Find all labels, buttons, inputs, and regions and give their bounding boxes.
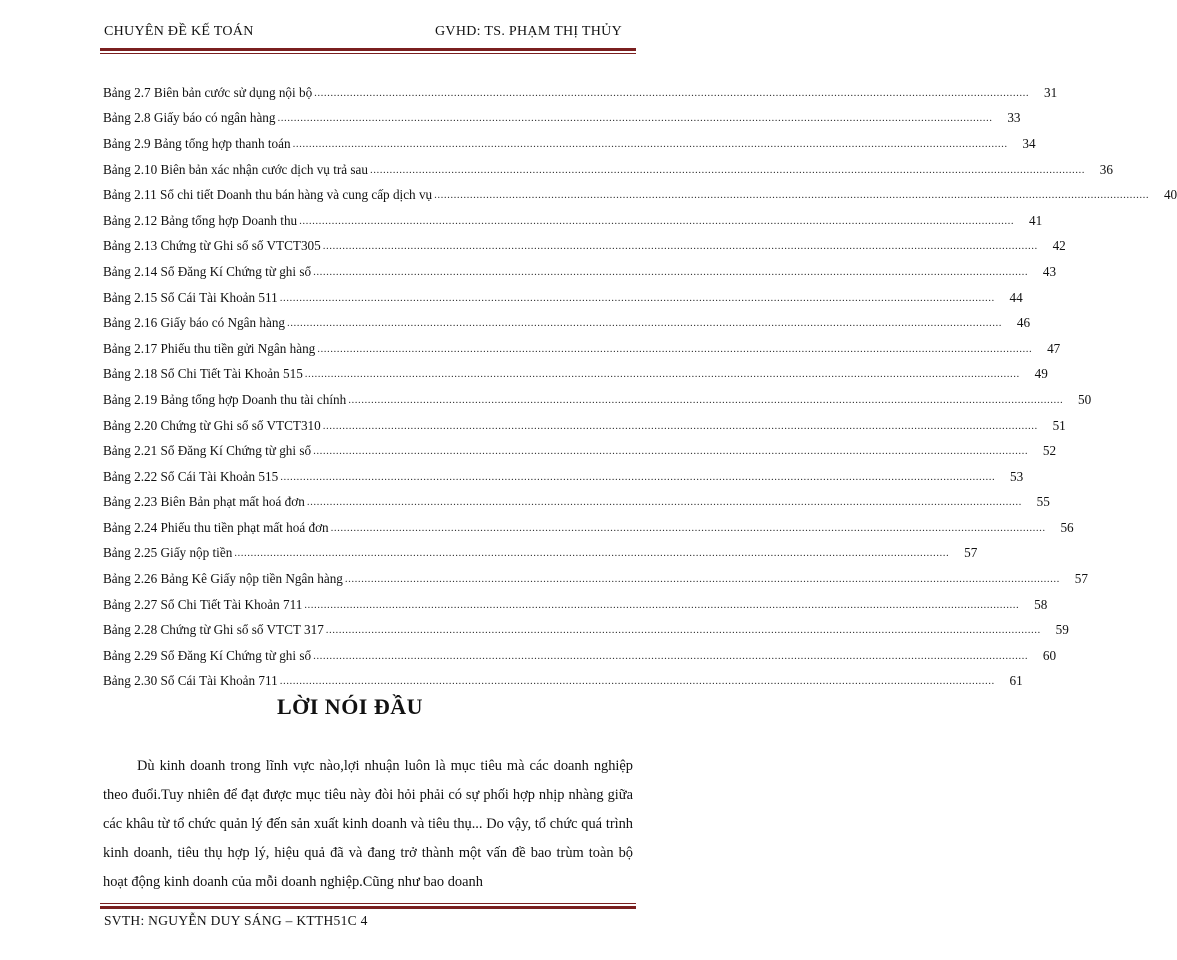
toc-entry — [103, 592, 1048, 618]
toc-dot-leader: ............................................................................................................................................................................................................................ — [304, 598, 1020, 611]
toc-entry — [103, 413, 1066, 439]
toc-entry-page: 47 — [1047, 340, 1061, 356]
header-rule-thin — [100, 53, 636, 54]
toc-entry — [103, 438, 1057, 464]
toc-entry-page: 49 — [1034, 366, 1048, 382]
toc-entry-page: 31 — [1043, 84, 1058, 100]
toc-dot-leader: ............................................................................................................................................................................................................................ — [313, 445, 1029, 458]
toc-entry-page: 36 — [1099, 161, 1113, 177]
toc-entry-label: Bảng 2.28 Chứng từ Ghi sổ số VTCT 317 — [103, 622, 324, 638]
toc-entry-label: Bảng 2.16 Giấy báo có Ngân hàng — [103, 315, 286, 331]
toc-entry-label: Bảng 2.11 Sổ chi tiết Doanh thu bán hàng và cung cấp dịch vụ — [103, 187, 433, 203]
toc-entry — [103, 541, 978, 567]
toc-entry-label: Bảng 2.17 Phiếu thu tiền gửi Ngân hàng — [103, 340, 316, 356]
toc-dot-leader: ............................................................................................................................................................................................................................ — [344, 573, 1060, 586]
toc-entry — [103, 643, 1057, 669]
toc-dot-leader: ............................................................................................................................................................................................................................ — [292, 137, 1008, 150]
toc-entry-page: 46 — [1016, 315, 1031, 331]
toc-entry-label: Bảng 2.18 Sổ Chi Tiết Tài Khoản 515 — [103, 366, 303, 382]
toc-entry-label: Bảng 2.24 Phiếu thu tiền phạt mất hoá đơn — [103, 519, 329, 535]
toc-entry-page: 60 — [1042, 647, 1057, 663]
toc-dot-leader: ............................................................................................................................................................................................................................ — [369, 163, 1085, 176]
toc-entry-label: Bảng 2.21 Sổ Đăng Kí Chứng từ ghi sổ — [103, 443, 312, 459]
toc-entry-page: 57 — [1074, 571, 1088, 587]
footer-rule-thick — [100, 906, 636, 909]
toc-dot-leader: ............................................................................................................................................................................................................................ — [322, 240, 1038, 253]
toc-entry — [103, 157, 1113, 183]
toc-entry-label: Bảng 2.20 Chứng từ Ghi sổ số VTCT310 — [103, 417, 321, 433]
toc-entry-page: 34 — [1022, 135, 1036, 151]
page-header — [104, 24, 622, 44]
toc-entry-page: 61 — [1009, 673, 1023, 689]
toc-entry — [103, 362, 1048, 388]
toc-dot-leader: ............................................................................................................................................................................................................................ — [280, 470, 996, 483]
toc-entry-label: Bảng 2.9 Bảng tổng hợp thanh toán — [103, 135, 291, 151]
toc-entry — [103, 617, 1069, 643]
page-footer: SVTH: NGUYỄN DUY SÁNG – KTTH51C 4 — [104, 913, 368, 928]
toc-dot-leader: ............................................................................................................................................................................................................................ — [279, 291, 995, 304]
toc-dot-leader: ............................................................................................................................................................................................................................ — [279, 675, 995, 688]
toc-entry-page: 55 — [1036, 494, 1050, 510]
toc-entry — [103, 515, 1074, 541]
toc-entry-page: 40 — [1163, 187, 1177, 203]
toc-dot-leader: ............................................................................................................................................................................................................................ — [313, 265, 1029, 278]
toc-entry — [103, 259, 1057, 285]
header-left-title: CHUYÊN ĐỀ KẾ TOÁN — [104, 24, 254, 39]
header-right-advisor: GVHD: TS. PHẠM THỊ THỦY — [435, 24, 622, 39]
toc-entry-label: Bảng 2.15 Sổ Cái Tài Khoản 511 — [103, 289, 278, 305]
toc-entry-label: Bảng 2.19 Bảng tổng hợp Doanh thu tài chính — [103, 391, 347, 407]
toc-entry-label: Bảng 2.30 Sổ Cái Tài Khoản 711 — [103, 673, 278, 689]
toc-entry-page: 41 — [1028, 212, 1043, 228]
footer-rule-thin — [100, 903, 636, 904]
toc-entry-label: Bảng 2.14 Sổ Đăng Kí Chứng từ ghi sổ — [103, 263, 312, 279]
toc-entry-page: 42 — [1052, 238, 1066, 254]
toc-entry — [103, 131, 1036, 157]
toc-dot-leader: ............................................................................................................................................................................................................................ — [234, 547, 950, 560]
toc-entry-page: 44 — [1009, 289, 1023, 305]
toc-entry-page: 59 — [1055, 622, 1069, 638]
toc-entry-label: Bảng 2.23 Biên Bản phạt mất hoá đơn — [103, 494, 305, 510]
toc-entry-label: Bảng 2.29 Sổ Đăng Kí Chứng từ ghi sổ — [103, 647, 312, 663]
toc-dot-leader: ............................................................................................................................................................................................................................ — [322, 419, 1038, 432]
toc-dot-leader: ............................................................................................................................................................................................................................ — [434, 189, 1150, 202]
toc-entry — [103, 182, 1177, 208]
toc-entry — [103, 208, 1043, 234]
toc-entry-label: Bảng 2.8 Giấy báo có ngân hàng — [103, 110, 276, 126]
toc-entry-page: 53 — [1010, 468, 1024, 484]
header-rule-thick — [100, 48, 636, 51]
toc-entry — [103, 387, 1092, 413]
toc-dot-leader: ............................................................................................................................................................................................................................ — [330, 521, 1046, 534]
table-of-contents — [103, 80, 1177, 694]
toc-entry-page: 57 — [964, 545, 978, 561]
toc-dot-leader: ............................................................................................................................................................................................................................ — [287, 317, 1003, 330]
toc-entry-page: 56 — [1060, 519, 1074, 535]
toc-dot-leader: ............................................................................................................................................................................................................................ — [325, 624, 1041, 637]
toc-entry — [103, 106, 1021, 132]
toc-entry-page: 33 — [1007, 110, 1021, 126]
toc-entry-label: Bảng 2.26 Bảng Kê Giấy nộp tiền Ngân hàng — [103, 571, 343, 587]
toc-entry — [103, 234, 1066, 260]
toc-entry-page: 43 — [1042, 263, 1057, 279]
toc-dot-leader: ............................................................................................................................................................................................................................ — [306, 496, 1022, 509]
toc-entry-page: 58 — [1034, 596, 1048, 612]
toc-dot-leader: ............................................................................................................................................................................................................................ — [277, 112, 993, 125]
toc-dot-leader: ............................................................................................................................................................................................................................ — [314, 86, 1030, 99]
toc-dot-leader: ............................................................................................................................................................................................................................ — [304, 368, 1020, 381]
toc-entry — [103, 285, 1023, 311]
toc-entry-label: Bảng 2.10 Biên bản xác nhận cước dịch vụ trả sau — [103, 161, 368, 177]
toc-entry-page: 51 — [1052, 417, 1066, 433]
toc-entry-page: 52 — [1042, 443, 1057, 459]
toc-dot-leader: ............................................................................................................................................................................................................................ — [313, 649, 1029, 662]
toc-entry-label: Bảng 2.13 Chứng từ Ghi sổ số VTCT305 — [103, 238, 321, 254]
toc-dot-leader: ............................................................................................................................................................................................................................ — [348, 393, 1064, 406]
toc-entry — [103, 336, 1061, 362]
toc-entry-label: Bảng 2.22 Sổ Cái Tài Khoản 515 — [103, 468, 279, 484]
toc-entry — [103, 490, 1050, 516]
toc-entry — [103, 669, 1023, 695]
toc-dot-leader: ............................................................................................................................................................................................................................ — [299, 214, 1015, 227]
toc-dot-leader: ............................................................................................................................................................................................................................ — [317, 342, 1033, 355]
toc-entry — [103, 310, 1031, 336]
toc-entry — [103, 464, 1024, 490]
toc-entry-label: Bảng 2.25 Giấy nộp tiền — [103, 545, 233, 561]
intro-paragraph: Dù kinh doanh trong lĩnh vực nào,lợi nhuận luôn là mục tiêu mà các doanh nghiệp theo đuổi.Tuy nhiên để đạt được mục tiêu này đòi hỏi phải có sự phối hợp nhịp nhàng giữa các khâu từ tổ chức quản lý đến sản xuất kinh doanh và tiêu thụ... Do vậy, tổ chức quá trình kinh doanh, tiêu thụ hợp lý, hiệu quả đã và đang trở thành một vấn đề bao trùm toàn bộ hoạt động kinh doanh của mỗi doanh nghiệp.Cũng như bao doanh — [103, 758, 633, 890]
toc-entry — [103, 80, 1058, 106]
toc-entry — [103, 566, 1088, 592]
toc-entry-label: Bảng 2.12 Bảng tổng hợp Doanh thu — [103, 212, 298, 228]
section-heading: LỜI NÓI ĐẦU — [276, 694, 424, 719]
toc-entry-label: Bảng 2.7 Biên bản cước sử dụng nội bộ — [103, 84, 313, 100]
toc-entry-page: 50 — [1078, 391, 1092, 407]
toc-entry-label: Bảng 2.27 Sổ Chi Tiết Tài Khoản 711 — [103, 596, 303, 612]
